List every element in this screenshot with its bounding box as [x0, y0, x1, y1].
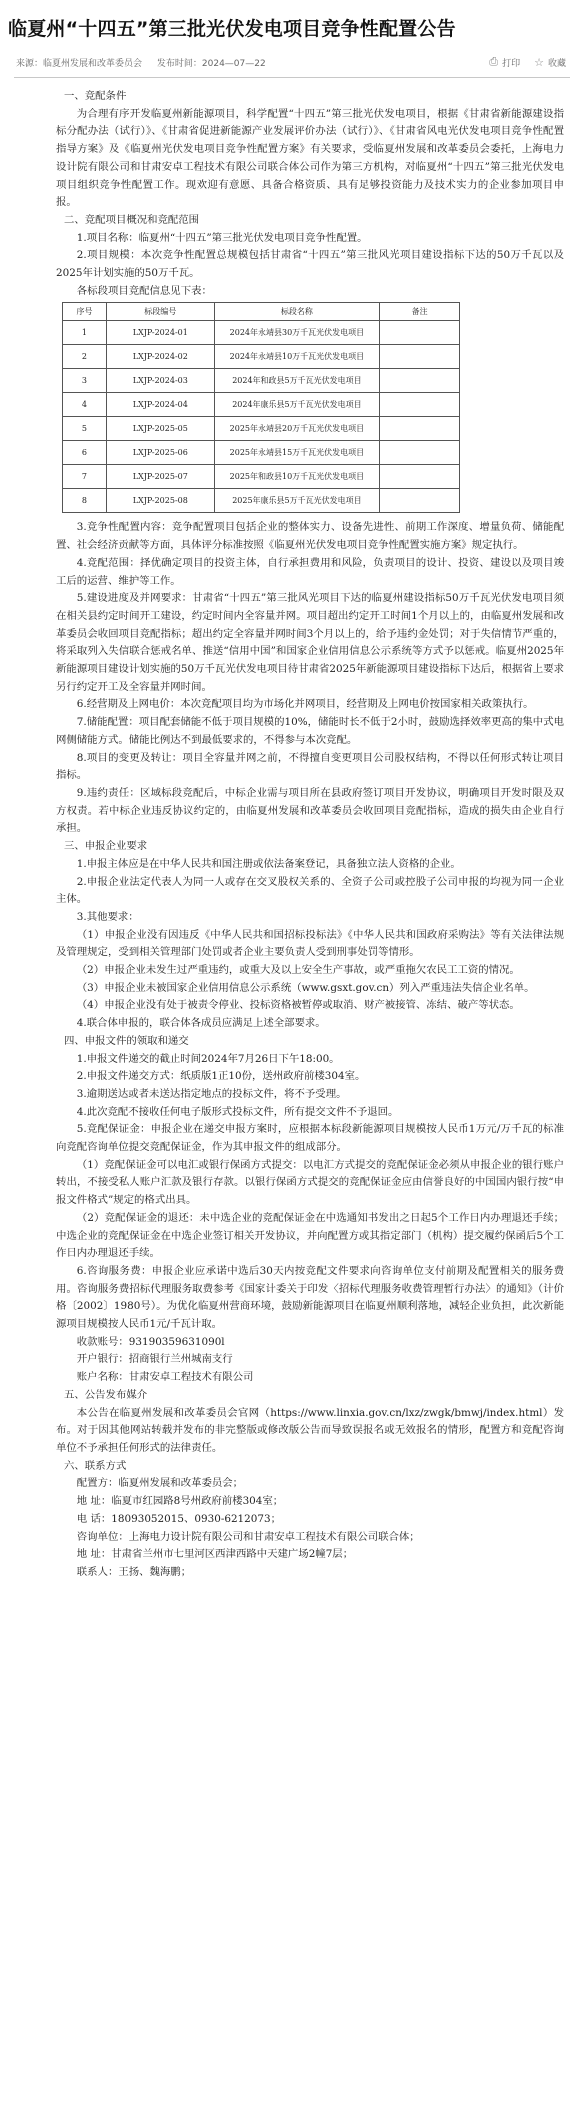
- paragraph: 2.申报企业法定代表人为同一人或存在交叉股权关系的、全资子公司或控股子公司申报的均视为同一企业主体。: [56, 875, 564, 906]
- publish-time: 发布时间：2024—07—22: [156, 58, 266, 69]
- table-cell: LXJP-2025-07: [106, 465, 214, 489]
- table-row: [63, 489, 460, 513]
- paragraph: （1）申报企业没有因违反《中华人民共和国招标投标法》《中华人民共和国政府采购法》等有关法律法规及管理规定，受到相关管理部门处罚或者企业主要负责人受到刑事处罚等情形。: [56, 928, 564, 959]
- paragraph: 1.申报文件递交的截止时间2024年7月26日下午18:00。: [76, 1052, 340, 1065]
- favorite-button[interactable]: 收藏: [547, 58, 566, 69]
- contact-line: 地 址：临夏市红园路8号州政府前楼304室；: [76, 1495, 284, 1508]
- paragraph: 5.竞配保证金：申报企业在递交申报方案时，应根据本标段新能源项目规模按人民币1万元/万千瓦的标准向竞配咨询单位提交竞配保证金，作为其申报文件的组成部分。: [56, 1123, 564, 1154]
- print-button[interactable]: 打印: [502, 58, 521, 69]
- header-remark: 备注: [380, 303, 460, 321]
- table-cell: [380, 321, 460, 345]
- contact-line: 地 址：甘肃省兰州市七里河区西津西路中天建广场2幢7层；: [76, 1548, 354, 1561]
- paragraph: 1.项目名称：临夏州“十四五”第三批光伏发电项目竞争性配置。: [76, 231, 368, 244]
- table-cell: 2025年和政县10万千瓦光伏发电项目: [214, 465, 380, 489]
- contact-line: 配置方：临夏州发展和改革委员会；: [76, 1477, 244, 1490]
- table-cell: [380, 465, 460, 489]
- paragraph: （1）竞配保证金可以电汇或银行保函方式提交：以电汇方式提交的竞配保证金必须从申报企业的银行账户转出，不接受私人账户汇款及银行存款。以银行保函方式提交的竞配保证金应由信誉良好的中国国内银行按“申报文件格式”规定的格式出具。: [56, 1158, 564, 1207]
- meta-left: [16, 56, 278, 69]
- table-cell: [380, 441, 460, 465]
- paragraph: 各标段项目竞配信息见下表：: [76, 284, 212, 297]
- paragraph: 3.竞争性配置内容：竞争配置项目包括企业的整体实力、设备先进性、前期工作深度、增量负荷、储能配置、社会经济贡献等方面，具体评分标准按照《临夏州光伏发电项目竞争性配置实施方案》规定执行。: [56, 521, 564, 552]
- bank-name: 开户银行：招商银行兰州城南支行: [76, 1353, 233, 1366]
- section-heading: 一、竞配条件: [64, 90, 127, 102]
- table-cell: 2024年康乐县5万千瓦光伏发电项目: [214, 393, 380, 417]
- paragraph: （2）竞配保证金的退还：未中选企业的竞配保证金在中选通知书发出之日起5个工作日内办理退还手续；中选企业的竞配保证金在中选企业签订相关开发协议，并向配置方或其指定部门（机构）提交履约保函后5个工作日内办理退还手续。: [56, 1211, 564, 1260]
- table-cell: 8: [63, 489, 107, 513]
- table-header-row: [63, 303, 460, 321]
- table-cell: 5: [63, 417, 107, 441]
- table-cell: LXJP-2025-06: [106, 441, 214, 465]
- table-row: [63, 393, 460, 417]
- header-name: 标段名称: [214, 303, 380, 321]
- table-cell: 6: [63, 441, 107, 465]
- account-name: 账户名称：甘肃安卓工程技术有限公司: [76, 1371, 254, 1384]
- paragraph: 7.储能配置：项目配套储能不低于项目规模的10%，储能时长不低于2小时，鼓励选择效率更高的集中式电网侧储能方式。储能比例达不到最低要求的，不得参与本次竞配。: [56, 716, 564, 746]
- paragraph: （4）申报企业没有处于被责令停业、投标资格被暂停或取消、财产被接管、冻结、破产等状态。: [76, 999, 520, 1012]
- paragraph: 3.其他要求：: [76, 910, 139, 923]
- table-cell: LXJP-2025-08: [106, 489, 214, 513]
- table-cell: LXJP-2024-03: [106, 369, 214, 393]
- table-cell: LXJP-2024-04: [106, 393, 214, 417]
- paragraph: 6.咨询服务费：申报企业应承诺中选后30天内按竞配文件要求向咨询单位支付前期及配置相关的服务费用。咨询服务费招标代理服务取费参考《国家计委关于印发〈招标代理服务收费管理暂行办法〉的通知》（计价格〔2002〕1980号）。为优化临夏州营商环境，鼓励新能源项目在临夏州顺利落地，减轻企业负担，此次新能源项目规模按人民币1元/千瓦计取。: [56, 1264, 564, 1331]
- table-cell: 1: [63, 321, 107, 345]
- header-index: 序号: [63, 303, 107, 321]
- paragraph: 1.申报主体应是在中华人民共和国注册或依法备案登记，具备独立法人资格的企业。: [76, 857, 461, 870]
- table-cell: 2024年永靖县30万千瓦光伏发电项目: [214, 321, 380, 345]
- table-cell: [380, 393, 460, 417]
- paragraph: 6.经营期及上网电价：本次竞配项目均为市场化并网项目，经营期及上网电价按国家相关政策执行。: [76, 698, 534, 711]
- table-cell: 2025年永靖县20万千瓦光伏发电项目: [214, 417, 380, 441]
- paragraph: 2.申报文件递交方式：纸质版1正10份，送州政府前楼304室。: [76, 1070, 366, 1083]
- table-cell: 7: [63, 465, 107, 489]
- table-cell: 2025年康乐县5万千瓦光伏发电项目: [214, 489, 380, 513]
- table-cell: 3: [63, 369, 107, 393]
- table-cell: 2024年和政县5万千瓦光伏发电项目: [214, 369, 380, 393]
- page-title: 临夏州“十四五”第三批光伏发电项目竞争性配置公告: [8, 18, 456, 40]
- paragraph: 2.项目规模：本次竞争性配置总规模包括甘肃省“十四五”第三批风光项目建设指标下达的50万千瓦以及2025年计划实施的50万千瓦。: [56, 249, 564, 280]
- table-row: [63, 369, 460, 393]
- paragraph: 3.逾期送达或者未送达指定地点的投标文件，将不予受理。: [76, 1087, 347, 1100]
- paragraph: 4.此次竞配不接收任何电子版形式投标文件，所有提交文件不予退回。: [76, 1105, 399, 1118]
- paragraph: （2）申报企业未发生过严重违约，或重大及以上安全生产事故，或严重拖欠农民工工资的情况。: [76, 964, 520, 977]
- printer-icon[interactable]: ⎙: [489, 55, 499, 68]
- contact-line: 咨询单位：上海电力设计院有限公司和甘肃安卓工程技术有限公司联合体；: [76, 1530, 420, 1543]
- star-icon[interactable]: ☆: [534, 55, 544, 69]
- article-meta: [16, 55, 566, 69]
- table-row: [63, 465, 460, 489]
- table-row: [63, 321, 460, 345]
- table-row: [63, 417, 460, 441]
- table-cell: [380, 417, 460, 441]
- table-cell: [380, 489, 460, 513]
- paragraph: （3）申报企业未被国家企业信用信息公示系统（www.gsxt.gov.cn）列入严重违法失信企业名单。: [76, 981, 535, 994]
- paragraph: 4.联合体申报的，联合体各成员应满足上述全部要求。: [76, 1017, 326, 1030]
- meta-actions: [475, 55, 566, 69]
- section-heading: 三、申报企业要求: [64, 840, 148, 853]
- section-heading: 二、竞配项目概况和竞配范围: [64, 213, 200, 226]
- paragraph: 5.建设进度及并网要求：甘肃省“十四五”第三批风光项目下达的临夏州建设指标50万千瓦光伏发电项目须在相关县约定时间开工建设，约定时间内全容量并网。项目超出约定开工时间1个月以上的，由临夏州发展和改革委员会收回项目竞配指标；超出约定全容量并网时间3个月以上的，给予违约金处罚；对于失信情节严重的，将采取列入失信联合惩戒名单、推送“信用中国”和国家企业信用信息公示系统等方式予以惩戒。临夏州2025年新能源项目建设计划实施的50万千瓦光伏发电项目待甘肃省2025年新能源项目建设指标下达后，根据省上要求另行约定开工及全容量并网时间。: [56, 592, 564, 693]
- table-cell: [380, 369, 460, 393]
- paragraph: 为合理有序开发临夏州新能源项目，科学配置“十四五”第三批光伏发电项目，根据《甘肃省新能源建设指标分配办法（试行）》、《甘肃省促进新能源产业发展评价办法（试行）》、《甘肃省风电光伏发电项目竞争性配置指导方案》及《临夏州光伏发电项目竞争性配置方案》有关要求，受临夏州发展和改革委员会委托，上海电力设计院有限公司和甘肃安卓工程技术有限公司联合体公司作为第三方机构，对临夏州“十四五”第三批光伏发电项目组织竞争性配置工作。现欢迎有意愿、具备合格资质、具有足够投资能力及技术实力的企业参加项目申报。: [56, 107, 564, 209]
- table-cell: LXJP-2025-05: [106, 417, 214, 441]
- section-heading: 四、申报文件的领取和递交: [64, 1034, 189, 1047]
- paragraph: 9.违约责任：区域标段竞配后，中标企业需与项目所在县政府签订项目开发协议，明确项目开发时限及双方权责。若中标企业违反协议约定的，由临夏州发展和改革委员会收回项目竞配指标，造成的损失由企业自行承担。: [56, 786, 564, 835]
- article-body: [0, 78, 584, 1582]
- paragraph: 4.竞配范围：择优确定项目的投资主体，自行承担费用和风险，负责项目的设计、投资、建设以及项目竣工后的运营、维护等工作。: [56, 556, 564, 587]
- table-row: [63, 345, 460, 369]
- header-code: 标段编号: [106, 303, 214, 321]
- table-cell: 2025年永靖县15万千瓦光伏发电项目: [214, 441, 380, 465]
- table-cell: 2: [63, 345, 107, 369]
- section-heading: 六、联系方式: [64, 1459, 127, 1472]
- table-cell: [380, 345, 460, 369]
- table-cell: 2024年永靖县10万千瓦光伏发电项目: [214, 345, 380, 369]
- table-cell: LXJP-2024-02: [106, 345, 214, 369]
- bid-section-table: [62, 302, 460, 513]
- table-row: [63, 441, 460, 465]
- contact-line: 电 话：18093052015、0930-6212073；: [76, 1512, 282, 1525]
- paragraph: 本公告在临夏州发展和改革委员会官网（https://www.linxia.gov.cn/lxz/zwgk/bmwj/index.html）发布。对于因其他网站转载并发布的非完整版或修改版公告而导致误报名或无效报名的情形，配置方和竞配咨询单位不予承担任何形式的法律责任。: [56, 1406, 564, 1454]
- table-cell: LXJP-2024-01: [106, 321, 214, 345]
- paragraph: 8.项目的变更及转让：项目全容量并网之前，不得擅自变更项目公司股权结构，不得以任何形式转让项目指标。: [56, 751, 564, 782]
- source-text: 来源：临夏州发展和改革委员会: [16, 58, 143, 69]
- account-number: 收款账号：93190359631090l: [76, 1335, 225, 1348]
- table-cell: 4: [63, 393, 107, 417]
- contact-line: 联系人：王扬、魏海鹏；: [76, 1565, 192, 1578]
- section-heading: 五、公告发布媒介: [64, 1388, 148, 1401]
